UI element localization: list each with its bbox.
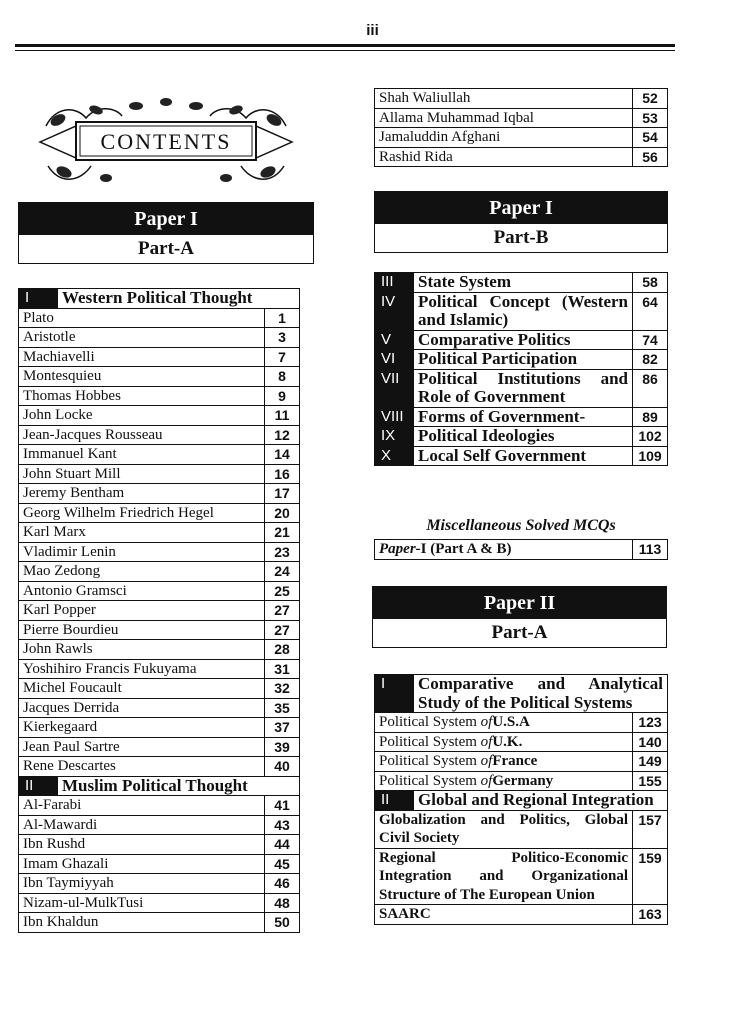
entry-name: Local Self Government xyxy=(414,446,633,466)
page-number-cell: 25 xyxy=(265,581,300,601)
table-row xyxy=(19,406,300,426)
table-row xyxy=(19,562,300,582)
table-row xyxy=(19,620,300,640)
page-number-cell: 86 xyxy=(633,369,668,407)
entry-name: Imam Ghazali xyxy=(19,854,265,874)
table-row xyxy=(375,350,668,370)
table-row xyxy=(375,713,668,733)
page-number-cell: 9 xyxy=(265,386,300,406)
page-number: iii xyxy=(366,22,379,39)
table-row xyxy=(19,854,300,874)
page-number-cell: 149 xyxy=(633,752,668,772)
section-title: Global and Regional Integration xyxy=(414,791,668,811)
page-number-cell: 123 xyxy=(633,713,668,733)
entry-name: State System xyxy=(414,273,633,293)
table-row xyxy=(375,905,668,925)
page-number-cell: 45 xyxy=(265,854,300,874)
table-row xyxy=(375,427,668,447)
table-row xyxy=(19,874,300,894)
page-number-cell: 155 xyxy=(633,771,668,791)
entry-name: Comparative Politics xyxy=(414,330,633,350)
table-row xyxy=(19,698,300,718)
entry-name: Rene Descartes xyxy=(19,757,265,777)
entry-name xyxy=(375,732,633,752)
entry-name: Jacques Derrida xyxy=(19,698,265,718)
page-number-cell: 50 xyxy=(265,913,300,933)
table-row xyxy=(19,425,300,445)
table-row xyxy=(375,732,668,752)
table-row xyxy=(375,810,668,848)
section-numeral: VIII xyxy=(375,407,414,427)
page-number-cell: 35 xyxy=(265,698,300,718)
entry-of: of xyxy=(480,753,493,769)
entry-name: John Stuart Mill xyxy=(19,464,265,484)
entry-name: Political Ideologies xyxy=(414,427,633,447)
table-row xyxy=(19,737,300,757)
entry-name: Machiavelli xyxy=(19,347,265,367)
section-title: Western Political Thought xyxy=(58,289,300,309)
table-row xyxy=(19,523,300,543)
entry-name: Political Institutions and Role of Government xyxy=(414,369,633,407)
entry-prefix: Political System xyxy=(379,772,481,789)
entry-name: Nizam-ul-MulkTusi xyxy=(19,893,265,913)
section-numeral: V xyxy=(375,330,414,350)
table-row xyxy=(375,848,668,905)
page-number-cell: 74 xyxy=(633,330,668,350)
entry-name: Ibn Khaldun xyxy=(19,913,265,933)
section-numeral: I xyxy=(375,675,414,713)
table-row xyxy=(19,659,300,679)
table-row xyxy=(19,815,300,835)
table-row xyxy=(375,752,668,772)
section-numeral: II xyxy=(375,791,414,811)
paper-title: Paper II xyxy=(373,587,666,619)
entry-name: Michel Foucault xyxy=(19,679,265,699)
page-number-cell: 24 xyxy=(265,562,300,582)
table-row xyxy=(19,542,300,562)
page-number-cell: 48 xyxy=(265,893,300,913)
page-number-cell: 113 xyxy=(633,540,668,560)
paper-title: Paper I xyxy=(19,203,313,235)
page-number-cell: 58 xyxy=(633,273,668,293)
misc-rest: I (Part A & B) xyxy=(420,541,512,557)
entry-name: Georg Wilhelm Friedrich Hegel xyxy=(19,503,265,523)
table-row xyxy=(375,369,668,407)
table-row xyxy=(19,464,300,484)
table-row xyxy=(19,503,300,523)
entry-name: Antonio Gramsci xyxy=(19,581,265,601)
table-row xyxy=(19,718,300,738)
page-number-cell: 17 xyxy=(265,484,300,504)
page-number-cell: 52 xyxy=(633,89,668,109)
section-numeral: X xyxy=(375,446,414,466)
page-number-cell: 11 xyxy=(265,406,300,426)
entry-name xyxy=(375,713,633,733)
entry-of: of xyxy=(480,714,493,730)
entry-name: Ibn Rushd xyxy=(19,835,265,855)
table-row xyxy=(19,386,300,406)
page-number-cell: 82 xyxy=(633,350,668,370)
entry-country: Germany xyxy=(492,772,554,789)
entry-name: Shah Waliullah xyxy=(375,89,633,109)
entry-name: Karl Popper xyxy=(19,601,265,621)
table-row xyxy=(375,771,668,791)
section-row xyxy=(19,289,300,309)
section-numeral: I xyxy=(19,289,58,309)
page-number-cell: 31 xyxy=(265,659,300,679)
paper-title: Paper I xyxy=(375,192,667,224)
page-number-cell: 8 xyxy=(265,367,300,387)
misc-table xyxy=(374,539,668,560)
part-title: Part-B xyxy=(375,224,667,252)
section-numeral: IX xyxy=(375,427,414,447)
section-numeral: VII xyxy=(375,369,414,407)
page-number-cell: 44 xyxy=(265,835,300,855)
table-row xyxy=(19,308,300,328)
section-numeral: VI xyxy=(375,350,414,370)
entry-name: Regional Politico-Economic Integration and Organizational Structure of The European Union xyxy=(375,848,633,905)
entry-country: U.K. xyxy=(492,733,523,750)
page-number-cell: 20 xyxy=(265,503,300,523)
page-number-cell: 12 xyxy=(265,425,300,445)
entry-name: Allama Muhammad Iqbal xyxy=(375,108,633,128)
section-row xyxy=(375,791,668,811)
header-rule-thin xyxy=(15,50,675,51)
entry-name xyxy=(375,752,633,772)
page-number-cell: 21 xyxy=(265,523,300,543)
entry-name: Ibn Taymiyyah xyxy=(19,874,265,894)
entry-of: of xyxy=(480,772,493,789)
page-number-cell: 64 xyxy=(633,292,668,330)
entry-of: of xyxy=(480,733,493,750)
page-number-cell: 3 xyxy=(265,328,300,348)
table-row xyxy=(375,89,668,109)
table-row xyxy=(375,128,668,148)
section-title: Comparative and Analytical Study of the Political Systems xyxy=(414,675,668,713)
entry-name: Thomas Hobbes xyxy=(19,386,265,406)
entry-name: Pierre Bourdieu xyxy=(19,620,265,640)
entry-name: John Rawls xyxy=(19,640,265,660)
table-row xyxy=(19,640,300,660)
paper1-partb-header xyxy=(374,191,668,253)
page-number-cell: 27 xyxy=(265,620,300,640)
contents-title: CONTENTS xyxy=(100,129,232,154)
page-number-cell: 27 xyxy=(265,601,300,621)
page-number-cell: 16 xyxy=(265,464,300,484)
page-number-cell: 109 xyxy=(633,446,668,466)
table-row xyxy=(375,292,668,330)
entry-prefix: Political System xyxy=(379,733,481,750)
section-numeral: III xyxy=(375,273,414,293)
paper1b-table xyxy=(374,272,668,466)
section-title: Muslim Political Thought xyxy=(58,776,300,796)
table-row xyxy=(375,407,668,427)
misc-item xyxy=(375,540,633,560)
entry-name: Political Concept (Western and Islamic) xyxy=(414,292,633,330)
table-row xyxy=(19,581,300,601)
table-row xyxy=(375,273,668,293)
table-row xyxy=(375,147,668,167)
entry-name: Aristotle xyxy=(19,328,265,348)
entry-name: Kierkegaard xyxy=(19,718,265,738)
page-number-cell: 1 xyxy=(265,308,300,328)
page-number-cell: 37 xyxy=(265,718,300,738)
continued-table xyxy=(374,88,668,167)
entry-name: Al-Mawardi xyxy=(19,815,265,835)
page-number-cell: 14 xyxy=(265,445,300,465)
table-row xyxy=(19,328,300,348)
entry-name: Political Participation xyxy=(414,350,633,370)
table-row xyxy=(19,347,300,367)
page-number-cell: 46 xyxy=(265,874,300,894)
page-number-cell: 157 xyxy=(633,810,668,848)
entry-name: Jamaluddin Afghani xyxy=(375,128,633,148)
entry-name: Montesquieu xyxy=(19,367,265,387)
table-row xyxy=(19,757,300,777)
entry-name: Vladimir Lenin xyxy=(19,542,265,562)
entry-name: Yoshihiro Francis Fukuyama xyxy=(19,659,265,679)
page-number-cell: 7 xyxy=(265,347,300,367)
entry-name: Mao Zedong xyxy=(19,562,265,582)
entry-prefix: Political System xyxy=(379,714,481,730)
entry-country: France xyxy=(492,753,538,769)
table-row xyxy=(375,108,668,128)
entry-name xyxy=(375,771,633,791)
page-number-cell: 40 xyxy=(265,757,300,777)
entry-name: Globalization and Politics, Global Civil Society xyxy=(375,810,633,848)
entry-name: Immanuel Kant xyxy=(19,445,265,465)
page-number-cell: 102 xyxy=(633,427,668,447)
entry-name: Plato xyxy=(19,308,265,328)
page-number-cell: 159 xyxy=(633,848,668,905)
paper1-parta-header xyxy=(18,202,314,264)
page-number-cell: 54 xyxy=(633,128,668,148)
entry-name: SAARC xyxy=(375,905,633,925)
page-number-cell: 28 xyxy=(265,640,300,660)
page-number-cell: 43 xyxy=(265,815,300,835)
table-row xyxy=(19,796,300,816)
section-row xyxy=(19,776,300,796)
table-row xyxy=(375,446,668,466)
entry-country: U.S.A xyxy=(492,714,530,730)
entry-name: Forms of Government- xyxy=(414,407,633,427)
entry-name: Rashid Rida xyxy=(375,147,633,167)
page-number-cell: 39 xyxy=(265,737,300,757)
entry-name: Karl Marx xyxy=(19,523,265,543)
page-number-cell: 56 xyxy=(633,147,668,167)
misc-prefix: Paper- xyxy=(379,541,421,557)
paper2a-table xyxy=(374,674,668,925)
entry-name: Jean Paul Sartre xyxy=(19,737,265,757)
table-row xyxy=(19,679,300,699)
entry-prefix: Political System xyxy=(379,753,481,769)
page-number-cell: 32 xyxy=(265,679,300,699)
paper2-parta-header xyxy=(372,586,667,648)
section-row xyxy=(375,675,668,713)
table-row xyxy=(19,601,300,621)
entry-name: John Locke xyxy=(19,406,265,426)
table-row xyxy=(19,835,300,855)
page-number-cell: 53 xyxy=(633,108,668,128)
page-number-cell: 23 xyxy=(265,542,300,562)
page-number-cell: 163 xyxy=(633,905,668,925)
section-numeral: II xyxy=(19,776,58,796)
entry-name: Al-Farabi xyxy=(19,796,265,816)
header-rule xyxy=(15,44,675,47)
table-row xyxy=(19,913,300,933)
entry-name: Jean-Jacques Rousseau xyxy=(19,425,265,445)
table-row xyxy=(19,445,300,465)
table-row xyxy=(375,330,668,350)
table-row xyxy=(19,484,300,504)
table-row xyxy=(375,540,668,560)
page-number-cell: 41 xyxy=(265,796,300,816)
left-contents-table xyxy=(18,288,300,933)
entry-name: Jeremy Bentham xyxy=(19,484,265,504)
page-number-cell: 140 xyxy=(633,732,668,752)
part-title: Part-A xyxy=(373,619,666,647)
table-row xyxy=(19,367,300,387)
part-title: Part-A xyxy=(19,235,313,263)
page-number-cell: 89 xyxy=(633,407,668,427)
misc-mcqs-title: Miscellaneous Solved MCQs xyxy=(426,517,616,534)
table-row xyxy=(19,893,300,913)
section-numeral: IV xyxy=(375,292,414,330)
